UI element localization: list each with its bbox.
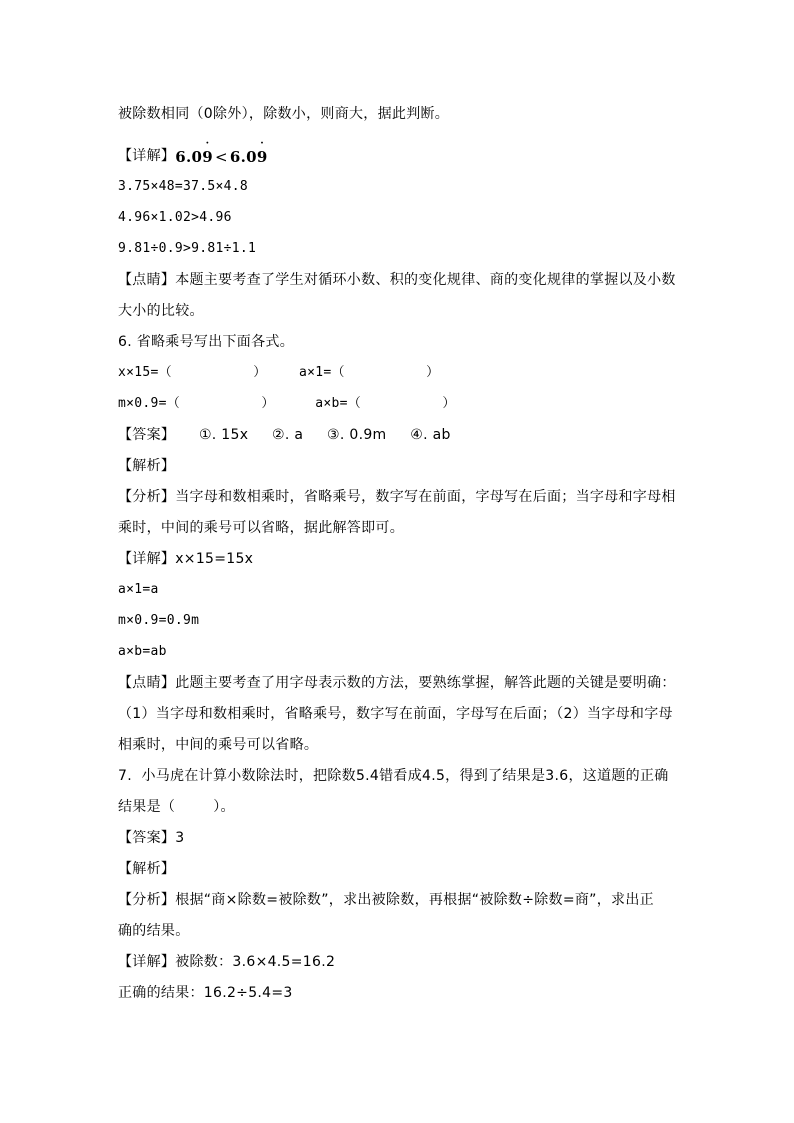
comment-line: 【点睛】本题主要考查了学生对循环小数、积的变化规律、商的变化规律的掌握以及小数	[118, 272, 676, 288]
equation-line: 3.75×48=37.5×4.8	[118, 179, 249, 194]
text-line: 大小的比较。	[118, 303, 204, 319]
equation-line: 9.81÷0.9>9.81÷1.1	[118, 241, 257, 256]
compare-operator: <	[214, 148, 228, 166]
text-line: 正确的结果：16.2÷5.4=3	[118, 985, 293, 1001]
text-line: 乘时，中间的乘号可以省略，据此解答即可。	[118, 520, 404, 536]
question-line: x×15=（ ） a×1=（ ）	[118, 365, 440, 380]
text-line: 确的结果。	[118, 923, 190, 939]
decimal-part: 6.0	[229, 148, 257, 166]
answer-line: 【答案】3	[118, 830, 185, 846]
repeat-dot: ·	[260, 138, 265, 149]
detail-line: 【详解】被除数：3.6×4.5=16.2	[118, 954, 336, 970]
equation-line: 4.96×1.02>4.96	[118, 210, 232, 225]
repeat-dot: ·	[205, 138, 210, 149]
comment-line: 【点睛】此题主要考查了用字母表示数的方法，要熟练掌握，解答此题的关键是要明确：	[118, 675, 676, 691]
analysis-line: 【分析】当字母和数相乘时，省略乘号，数字写在前面，字母写在后面；当字母和字母相	[118, 489, 676, 505]
question-title: 6. 省略乘号写出下面各式。	[118, 334, 295, 350]
analysis-heading: 【解析】	[118, 861, 176, 877]
analysis-heading: 【解析】	[118, 458, 176, 474]
equation-line: a×b=ab	[118, 644, 167, 659]
decimal-part: 6.0	[175, 148, 203, 166]
answer-line: 【答案】 ①. 15x ②. a ③. 0.9m ④. ab	[118, 427, 451, 443]
text-line: 被除数相同（0除外），除数小，则商大，据此判断。	[118, 106, 450, 122]
section-tag: 【详解】	[118, 148, 176, 164]
equation-line: m×0.9=0.9m	[118, 613, 200, 628]
repeating-digit: · 9	[256, 138, 268, 166]
text-line: 相乘时，中间的乘号可以省略。	[118, 737, 319, 753]
detail-line: 【详解】x×15=15x	[118, 551, 254, 567]
text-line: 结果是（ ）。	[118, 799, 235, 815]
analysis-line: 【分析】根据“商×除数=被除数”，求出被除数，再根据“被除数÷除数=商”，求出正	[118, 892, 654, 908]
repeating-decimal-formula	[175, 138, 268, 166]
text-line: （1）当字母和数相乘时，省略乘号，数字写在前面，字母写在后面；（2）当字母和字母	[118, 706, 673, 722]
question-line: m×0.9=（ ） a×b=（ ）	[118, 396, 456, 411]
question-title: 7. 小马虎在计算小数除法时，把除数5.4错看成4.5，得到了结果是3.6，这道题的正确	[118, 768, 669, 784]
equation-line: a×1=a	[118, 582, 159, 597]
repeating-digit: · 9	[202, 138, 213, 166]
detail-line-formula	[118, 138, 268, 166]
